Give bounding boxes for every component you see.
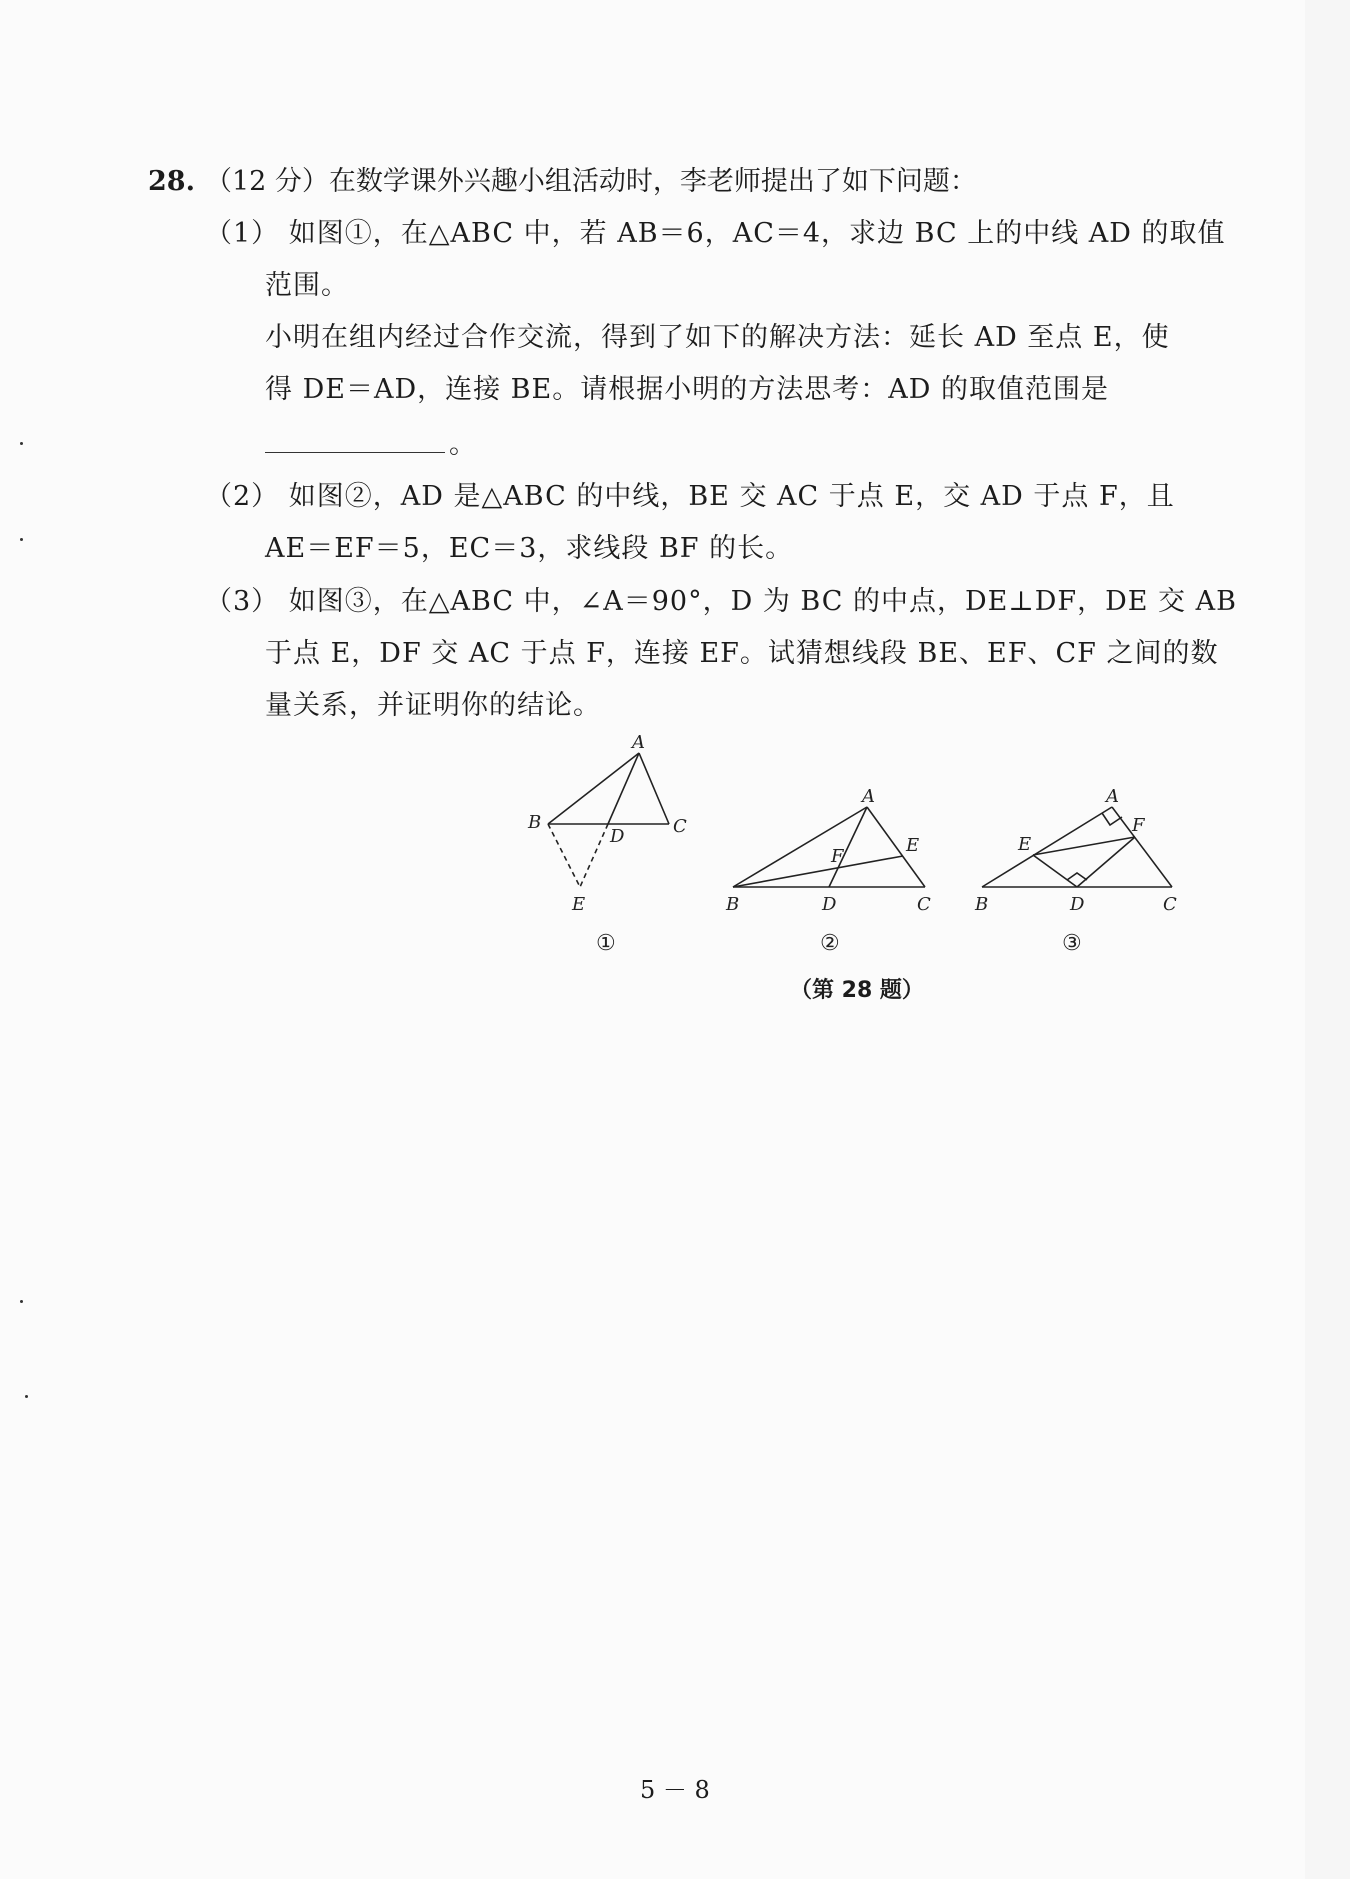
fig3-right-angle-d <box>1067 873 1087 880</box>
fig3-label-e: E <box>1018 834 1032 855</box>
fig3-number: ③ <box>1062 931 1082 956</box>
part1-line2: 范围。 <box>265 270 349 301</box>
question-header <box>148 162 977 202</box>
fig2-label-b: B <box>726 894 740 915</box>
fig3-right-angle-a <box>1102 813 1122 825</box>
fig1-segment-ab <box>548 753 639 824</box>
fig2-label-f: F <box>831 846 844 867</box>
scan-speck <box>20 442 23 445</box>
part2-line1: （2） 如图②，AD 是△ABC 的中线，BE 交 AC 于点 E，交 AD 于点 F，且 <box>205 481 1175 512</box>
fig1-segment-ad <box>608 753 639 824</box>
scan-speck <box>20 538 23 541</box>
fig1-segment-de <box>580 824 608 887</box>
fig1-label-e: E <box>572 894 586 915</box>
part3-line1: （3） 如图③，在△ABC 中，∠A＝90°，D 为 BC 的中点，DE⊥DF，DE 交 AB <box>205 586 1237 617</box>
fig2-label-c: C <box>917 894 931 915</box>
geometry-figures <box>520 730 1200 1010</box>
fig2-label-d: D <box>822 894 837 915</box>
part1-line4: 得 DE＝AD，连接 BE。请根据小明的方法思考：AD 的取值范围是 <box>265 374 1109 405</box>
part3-line3: 量关系，并证明你的结论。 <box>265 690 601 721</box>
page-number: 5 － 8 <box>640 1776 710 1804</box>
fig1-segment-ac <box>639 753 669 824</box>
fig2-label-a: A <box>862 786 875 807</box>
fig1-label-c: C <box>673 816 687 837</box>
question-number: 28. <box>148 166 195 197</box>
figure-2 <box>733 807 925 887</box>
fig1-segment-be <box>548 824 580 887</box>
fig3-label-a: A <box>1106 786 1119 807</box>
part2-line2: AE＝EF＝5，EC＝3，求线段 BF 的长。 <box>265 533 794 564</box>
fig3-segment-de <box>1033 855 1077 887</box>
part3-line2: 于点 E，DF 交 AC 于点 F，连接 EF。试猜想线段 BE、EF、CF 之间的数 <box>265 638 1219 669</box>
fig1-label-d: D <box>610 826 625 847</box>
fig1-number: ① <box>596 931 616 956</box>
part1-line5-tail: 。 <box>449 429 477 460</box>
part1-line3: 小明在组内经过合作交流，得到了如下的解决方法：延长 AD 至点 E，使 <box>265 322 1170 353</box>
fig3-label-d: D <box>1070 894 1085 915</box>
fig2-number: ② <box>820 931 840 956</box>
figure-caption: （第 28 题） <box>790 978 924 1003</box>
figure-1 <box>548 753 669 887</box>
fig3-segment-ab <box>982 807 1112 887</box>
fig2-label-e: E <box>906 835 920 856</box>
scan-speck <box>20 1300 23 1303</box>
scan-speck <box>25 1395 28 1398</box>
answer-blank[interactable] <box>265 424 445 453</box>
fig1-label-a: A <box>632 732 645 753</box>
figures-area <box>520 730 1200 1010</box>
fig3-label-b: B <box>975 894 989 915</box>
fig1-label-b: B <box>528 812 542 833</box>
fig3-label-f: F <box>1132 815 1145 836</box>
part1-answer-line <box>265 424 477 465</box>
part1-line1: （1） 如图①，在△ABC 中，若 AB＝6，AC＝4，求边 BC 上的中线 AD 的取值 <box>205 218 1226 249</box>
question-header-text: （12 分）在数学课外兴趣小组活动时，李老师提出了如下问题： <box>204 166 977 197</box>
fig3-label-c: C <box>1163 894 1177 915</box>
